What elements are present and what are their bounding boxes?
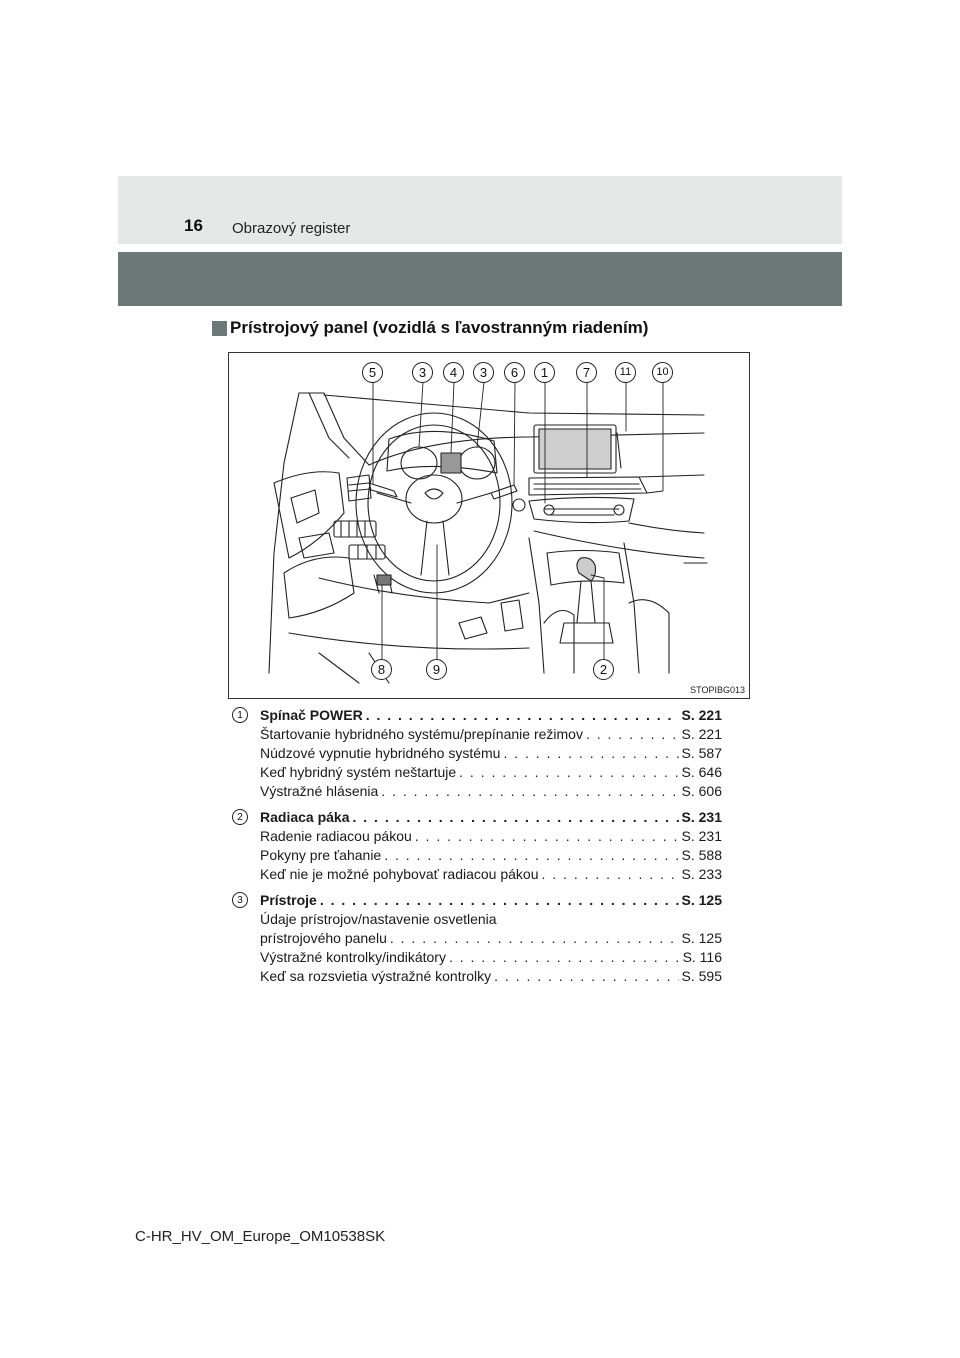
index-entries — [232, 706, 722, 993]
page-reference[interactable]: S. 231 — [681, 828, 722, 844]
callout-7: 7 — [576, 362, 597, 383]
entry-heading-line — [260, 808, 722, 827]
callout-11: 11 — [615, 362, 636, 383]
callout-4: 4 — [443, 362, 464, 383]
entry-number: 3 — [232, 892, 248, 908]
index-entry-shift-lever — [232, 808, 722, 884]
dot-leader — [381, 782, 678, 801]
page-reference[interactable]: S. 221 — [681, 707, 722, 723]
sub-entry-label: Výstražné hlásenia — [260, 783, 379, 799]
sub-entry — [260, 782, 722, 801]
callout-1: 1 — [534, 362, 555, 383]
sub-entry-label: prístrojového panelu — [260, 930, 387, 946]
section-title: Prístrojový panel (vozidlá s ľavostranným riadením) — [230, 318, 649, 337]
sub-entry — [260, 763, 722, 782]
sub-entry-label: Núdzové vypnutie hybridného systému — [260, 745, 501, 761]
dot-leader — [586, 725, 679, 744]
header-band — [118, 176, 842, 244]
running-title: Obrazový register — [232, 220, 351, 237]
dot-leader — [320, 891, 679, 910]
page-reference[interactable]: S. 125 — [681, 930, 722, 946]
callout-5: 5 — [362, 362, 383, 383]
section-heading — [212, 318, 648, 338]
page-reference[interactable]: S. 221 — [681, 726, 722, 742]
dashboard-illustration — [228, 352, 750, 699]
sub-entry — [260, 948, 722, 967]
sub-entry — [260, 967, 722, 986]
page-reference[interactable]: S. 606 — [681, 783, 722, 799]
callout-2: 2 — [593, 659, 614, 680]
callout-3-right: 3 — [473, 362, 494, 383]
dashboard-line-drawing — [229, 353, 750, 699]
sub-entry — [260, 910, 722, 929]
sub-entry-label: Keď nie je možné pohybovať radiacou pákou — [260, 866, 539, 882]
sub-entry — [260, 865, 722, 884]
dot-leader — [459, 763, 678, 782]
page-reference[interactable]: S. 646 — [681, 764, 722, 780]
callout-6: 6 — [504, 362, 525, 383]
page-reference[interactable]: S. 587 — [681, 745, 722, 761]
entry-title: Prístroje — [260, 892, 317, 908]
sub-entry-label: Výstražné kontrolky/indikátory — [260, 949, 446, 965]
sub-entry-label: Pokyny pre ťahanie — [260, 847, 382, 863]
page-reference[interactable]: S. 116 — [682, 949, 722, 965]
sub-entry-label: Údaje prístrojov/nastavenie osvetlenia — [260, 911, 497, 927]
dot-leader — [503, 744, 678, 763]
dot-leader — [390, 929, 679, 948]
dot-leader — [384, 846, 678, 865]
dot-leader — [449, 948, 680, 967]
section-band — [118, 252, 842, 306]
page-reference[interactable]: S. 233 — [681, 866, 722, 882]
sub-entry — [260, 846, 722, 865]
sub-entry — [260, 744, 722, 763]
callout-9: 9 — [426, 659, 447, 680]
entry-title: Spínač POWER — [260, 707, 363, 723]
page-reference[interactable]: S. 231 — [681, 809, 722, 825]
sub-entry — [260, 929, 722, 948]
dot-leader — [415, 827, 679, 846]
index-entry-power-switch — [232, 706, 722, 801]
page-reference[interactable]: S. 588 — [681, 847, 722, 863]
dot-leader — [353, 808, 679, 827]
callout-8: 8 — [371, 659, 392, 680]
section-marker-icon — [212, 321, 227, 336]
index-entry-instruments — [232, 891, 722, 986]
sub-entry-label: Keď hybridný systém neštartuje — [260, 764, 457, 780]
sub-entry-label: Radenie radiacou pákou — [260, 828, 412, 844]
dot-leader — [366, 706, 679, 725]
page-reference[interactable]: S. 595 — [681, 968, 722, 984]
entry-number: 2 — [232, 809, 248, 825]
dot-leader — [494, 967, 678, 986]
dot-leader — [541, 865, 678, 884]
sub-entry-label: Štartovanie hybridného systému/prepínanie režimov — [260, 726, 583, 742]
entry-title: Radiaca páka — [260, 809, 350, 825]
figure-code: STOPIBG013 — [690, 685, 745, 695]
sub-entry-label: Keď sa rozsvietia výstražné kontrolky — [260, 968, 492, 984]
sub-entry — [260, 827, 722, 846]
entry-heading-line — [260, 706, 722, 725]
page-number: 16 — [184, 216, 203, 235]
callout-3-left: 3 — [412, 362, 433, 383]
callout-10: 10 — [652, 362, 673, 383]
page-reference[interactable]: S. 125 — [681, 892, 722, 908]
document-footer: C-HR_HV_OM_Europe_OM10538SK — [135, 1228, 386, 1245]
sub-entry — [260, 725, 722, 744]
entry-number: 1 — [232, 707, 248, 723]
entry-heading-line — [260, 891, 722, 910]
